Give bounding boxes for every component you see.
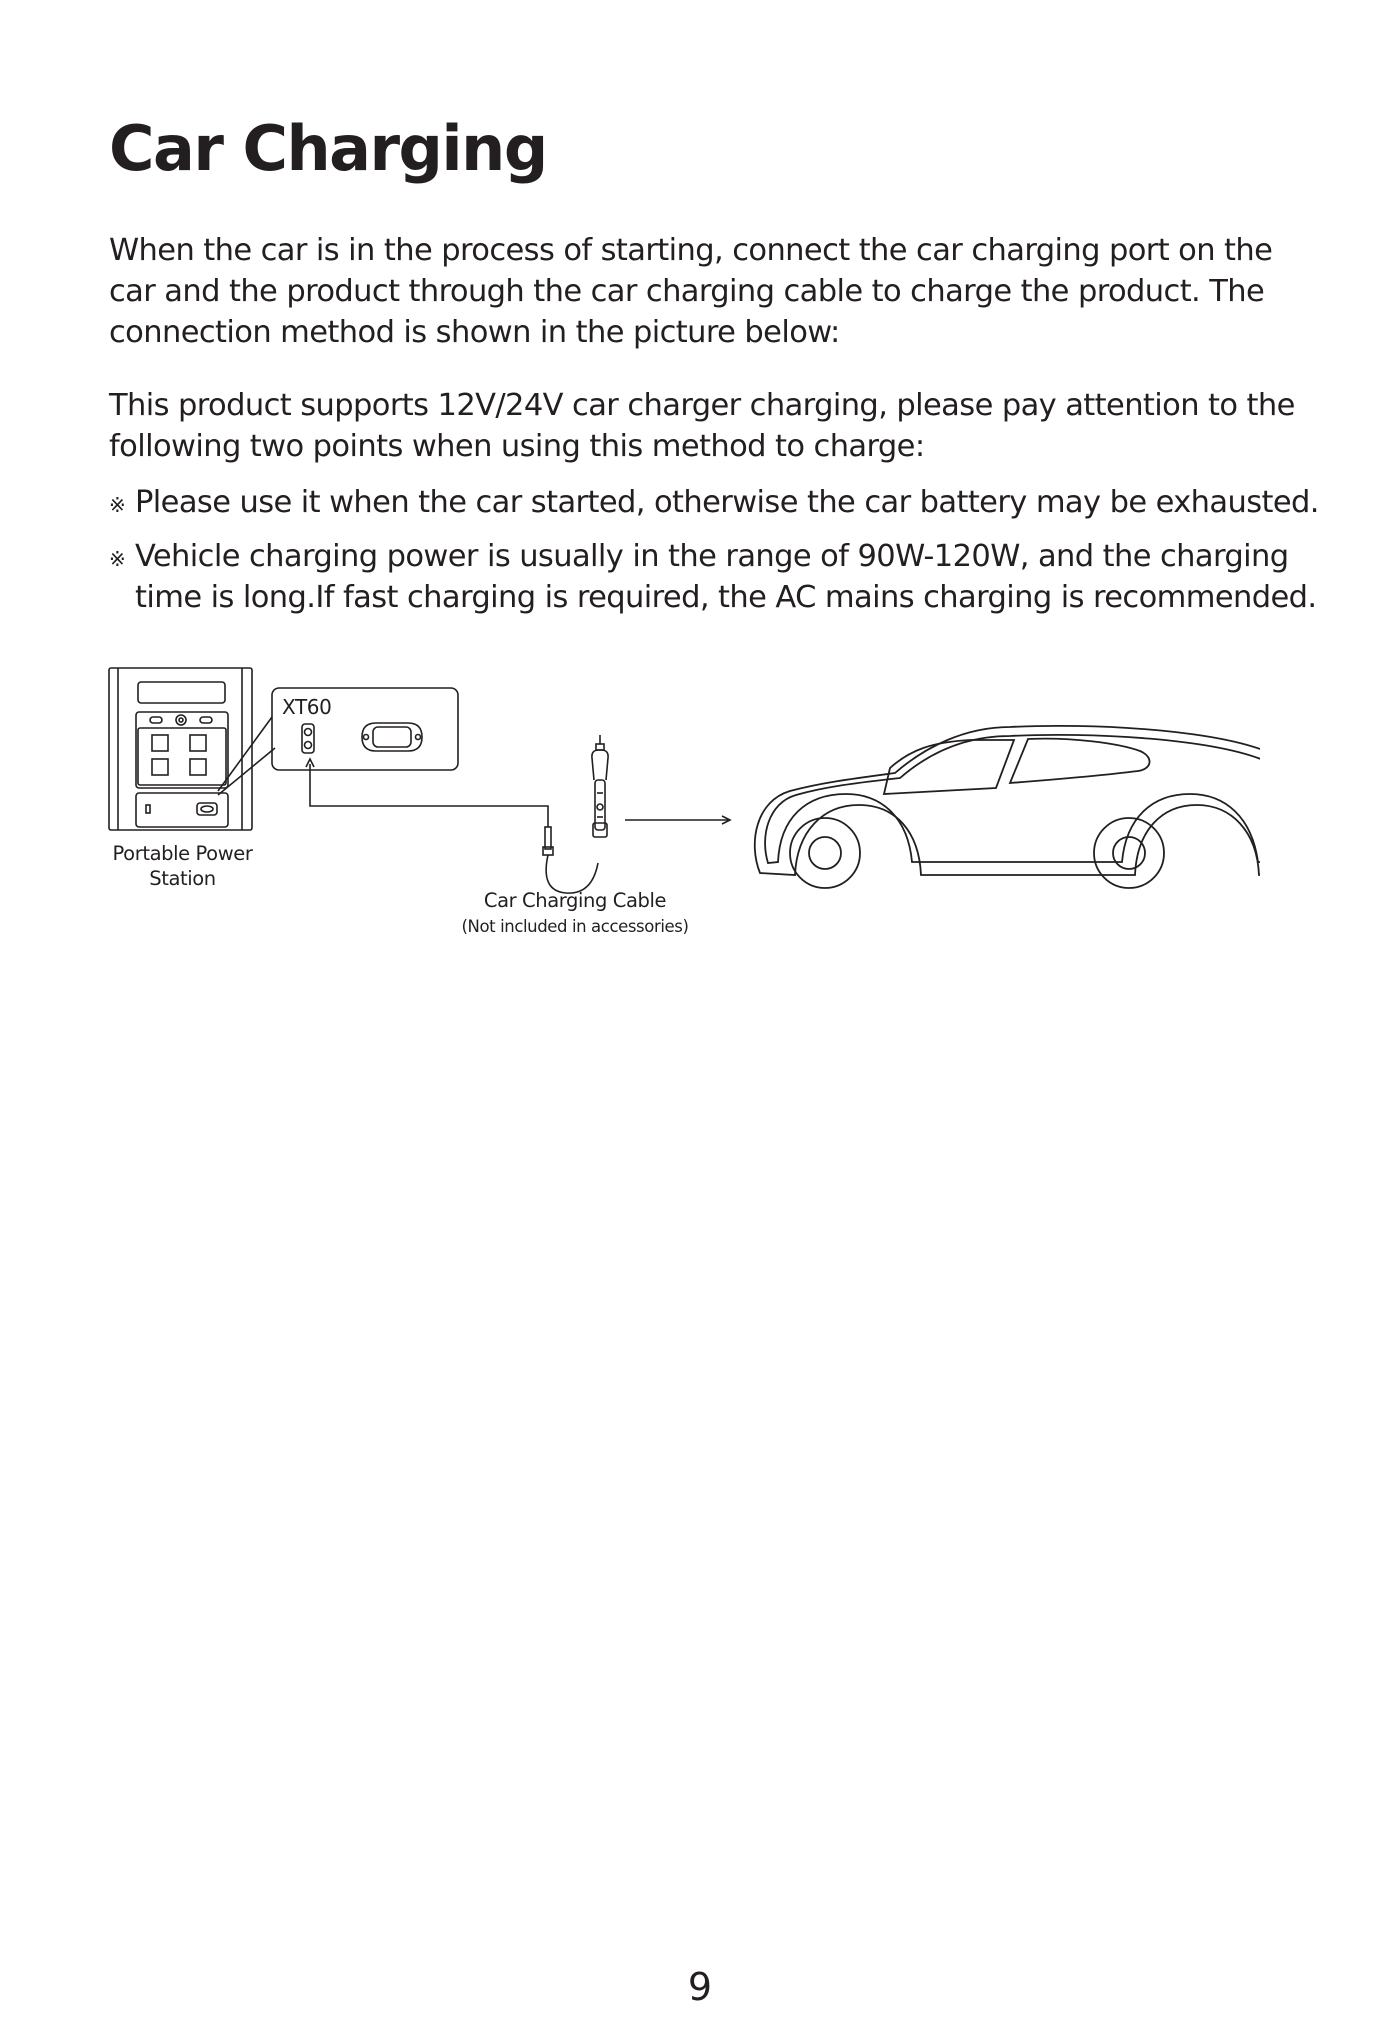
note-text: Vehicle charging power is usually in the range of 90W-120W, and the charging time is long.If fast charging is required, the AC mains charging is recommended. [135, 539, 1317, 615]
note-item [109, 536, 1324, 618]
page-title: Car Charging [109, 112, 547, 185]
page-number: 9 [687, 1965, 713, 2009]
car-icon [755, 726, 1260, 888]
power-station-icon [109, 668, 252, 830]
car-plug-icon [592, 735, 608, 837]
note-text: Please use it when the car started, otherwise the car battery may be exhausted. [135, 485, 1319, 520]
note-item [109, 482, 1324, 523]
intro-paragraph: When the car is in the process of starting, connect the car charging port on the car and the product through the car charging cable to charge the product. The connection method is shown in the picture below: [109, 233, 1273, 350]
xt60-label: XT60 [282, 695, 332, 719]
connection-diagram [100, 655, 1260, 955]
reference-mark-icon: ※ [109, 547, 126, 571]
cable-caption: Car Charging Cable [483, 889, 667, 912]
reference-mark-icon: ※ [109, 493, 126, 517]
power-station-caption [100, 841, 265, 891]
support-paragraph: This product supports 12V/24V car charger charging, please pay attention to the following two points when using this method to charge: [109, 388, 1295, 464]
cable-note: (Not included in accessories) [461, 917, 689, 936]
power-station-caption-line: Portable Power [112, 842, 253, 865]
power-station-caption-line: Station [149, 867, 216, 890]
